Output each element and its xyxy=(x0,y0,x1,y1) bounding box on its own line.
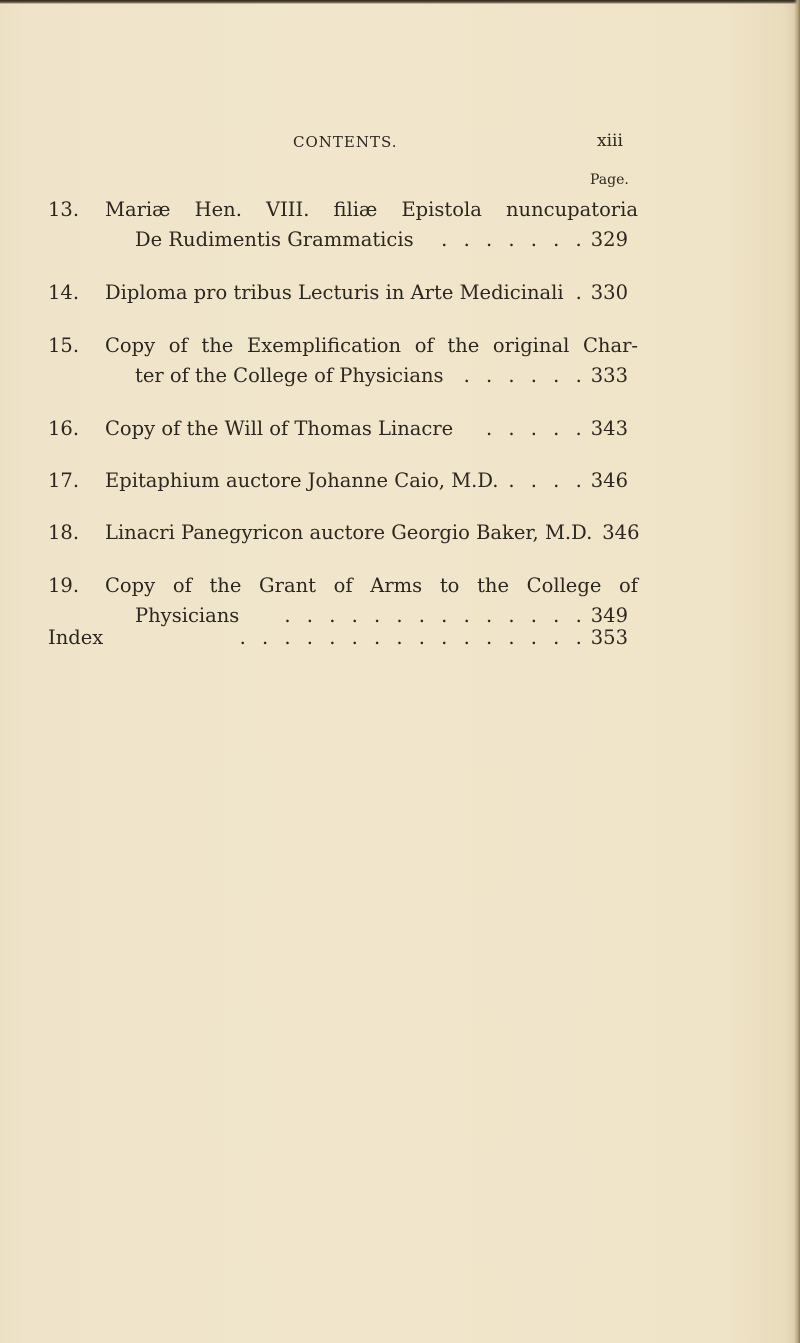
page-column-label: Page. xyxy=(590,172,629,188)
toc-entry-18 xyxy=(48,518,640,548)
entry-page-number: 343 xyxy=(590,417,628,440)
toc-entry-14 xyxy=(48,278,628,308)
entry-number: 17. xyxy=(48,469,80,492)
entry-page-number: 346 xyxy=(590,469,628,492)
entry-number: 15. xyxy=(48,334,80,357)
toc-entry-line xyxy=(48,331,638,361)
entry-title-line: Copy of the Exemplification of the original Char- xyxy=(105,334,638,357)
entry-title-line: Copy of the Grant of Arms to the College of xyxy=(105,574,638,597)
entry-title-line: Mariæ Hen. VIII. filiæ Epistola nuncupatoria xyxy=(105,198,638,221)
entry-title-line: Copy of the Will of Thomas Linacre xyxy=(105,417,454,440)
entry-title-line: Epitaphium auctore Johanne Caio, M.D. xyxy=(105,469,499,492)
entry-page-number: 349 xyxy=(590,604,628,627)
index-page-number: 353 xyxy=(590,626,628,649)
running-head: CONTENTS. xyxy=(293,133,398,151)
toc-entry-line xyxy=(48,466,628,496)
toc-entry-19 xyxy=(48,571,638,631)
entry-title-line: Linacri Panegyricon auctore Georgio Baker, M.D. xyxy=(105,521,593,544)
toc-index-entry xyxy=(48,623,628,653)
page-top-edge xyxy=(0,0,800,4)
entry-title-line: Diploma pro tribus Lecturis in Arte Medicinali xyxy=(105,281,564,304)
dot-leader: . . . . . . . . . . . . . . . . xyxy=(239,626,587,649)
toc-entry-line xyxy=(48,278,628,308)
toc-entry-line xyxy=(48,414,628,444)
entry-number: 14. xyxy=(48,281,80,304)
entry-number: 19. xyxy=(48,574,80,597)
page-folio: xiii xyxy=(597,131,623,151)
entry-page-number: 346 xyxy=(602,521,640,544)
entry-page-number: 330 xyxy=(590,281,628,304)
page-right-edge xyxy=(794,0,800,1343)
toc-entry-16 xyxy=(48,414,628,444)
dot-leader: . . . . xyxy=(508,469,587,492)
toc-entry-13 xyxy=(48,195,638,255)
entry-title-line: De Rudimentis Grammaticis xyxy=(135,228,414,251)
dot-leader xyxy=(592,518,602,548)
dot-leader: . . . . . xyxy=(485,417,587,440)
entry-title-line: Physicians xyxy=(135,604,240,627)
toc-entry-line xyxy=(48,225,628,255)
entry-number: 13. xyxy=(48,198,80,221)
dot-leader: . . . . . . . . . . . . . . xyxy=(284,604,587,627)
toc-entry-line xyxy=(48,518,640,548)
toc-entry-15 xyxy=(48,331,638,391)
index-label: Index xyxy=(48,626,104,649)
toc-entry-line xyxy=(48,361,628,391)
entry-title-line: ter of the College of Physicians xyxy=(135,364,444,387)
dot-leader: . xyxy=(575,281,587,304)
toc-entry-line xyxy=(48,571,638,601)
entry-number: 18. xyxy=(48,521,80,544)
dot-leader: . . . . . . xyxy=(463,364,587,387)
toc-entry-line xyxy=(48,195,638,225)
entry-page-number: 333 xyxy=(590,364,628,387)
entry-page-number: 329 xyxy=(590,228,628,251)
toc-entry-17 xyxy=(48,466,628,496)
dot-leader: . . . . . . . xyxy=(441,228,587,251)
entry-number: 16. xyxy=(48,417,80,440)
